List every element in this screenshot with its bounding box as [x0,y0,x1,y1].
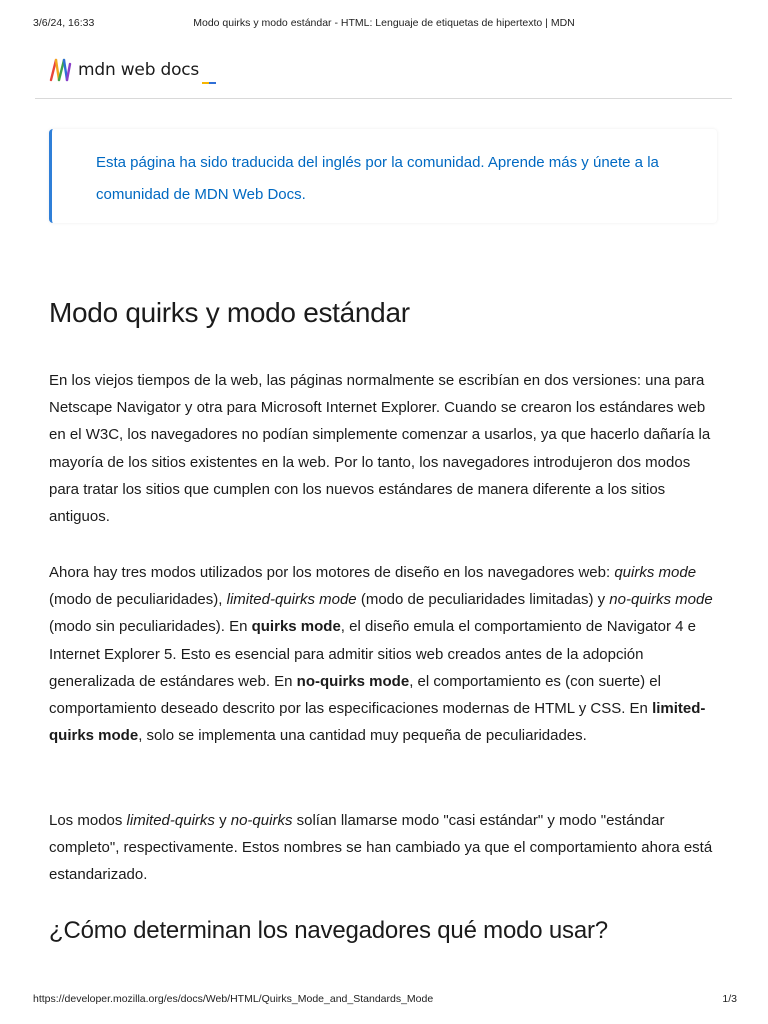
bold-quirks-mode: quirks mode [251,618,341,636]
bold-limited-quirks-mode: limited-quirks mode [49,700,706,745]
mdn-wordmark: mdn web docs [78,60,199,80]
print-url: https://developer.mozilla.org/es/docs/Web/HTML/Quirks_Mode_and_Standards_Mode [33,993,434,1005]
translation-notice [49,129,717,223]
mdn-m-logo-icon [49,58,72,82]
print-header [0,17,768,31]
article-paragraph-2: Ahora hay tres modos utilizados por los motores de diseño en los navegadores web: quirks mode (modo de peculiaridades), limited-quirks mode (modo de peculiaridades limitadas) y no-quirks mode (modo sin peculiaridades). En quirks mode, el diseño emula el comportamiento de Navigator 4 e Internet Explorer 5. Esto es esencial para admitir sitios web creados antes de la adopción generalizada de estándares web. En no-quirks mode, el comportamiento es (con suerte) el comportamiento deseado descrito por las especificaciones modernas de HTML y CSS. En limited-quirks mode, solo se implementa una cantidad muy pequeña de peculiaridades. [49,564,713,745]
term-no-quirks-mode: no-quirks mode [609,591,713,609]
term-limited-quirks: limited-quirks [126,812,215,829]
article-paragraph-3: Los modos limited-quirks y no-quirks solían llamarse modo "casi estándar" y modo "estándar completo", respectivamente. Estos nombres se han cambiado ya que el comportamiento ahora está estandarizado. [49,812,713,884]
bold-no-quirks-mode: no-quirks mode [296,672,410,690]
print-page-number: 1/3 [722,993,737,1005]
page-title: Modo quirks y modo estándar [49,297,410,328]
term-quirks-mode: quirks mode [614,564,697,581]
header-divider [35,98,732,99]
section-heading: ¿Cómo determinan los navegadores qué modo usar? [49,917,608,944]
print-page-title: Modo quirks y modo estándar - HTML: Lenguaje de etiquetas de hipertexto | MDN [193,17,575,29]
translation-notice-link[interactable]: Esta página ha sido traducida del inglés por la comunidad. Aprende más y únete a la comunidad de MDN Web Docs. [96,154,659,203]
mdn-logo-link[interactable] [49,57,199,83]
wordmark-cursor [202,82,216,84]
print-datetime: 3/6/24, 16:33 [33,17,95,29]
term-limited-quirks-mode: limited-quirks mode [226,591,357,609]
article-paragraph-1: En los viejos tiempos de la web, las páginas normalmente se escribían en dos versiones: una para Netscape Navigator y otra para Microsoft Internet Explorer. Cuando se crearon los estándares web en el W3C, los navegadores no podían simplemente comenzar a usarlos, ya que hacerlo dañaría la mayoría de los sitios existentes en la web. Por lo tanto, los navegadores introdujeron dos modos para tratar los sitios que cumplen con los nuevos estándares de manera diferente a los sitios antiguos. [49,372,711,526]
term-no-quirks: no-quirks [230,812,293,829]
print-footer [0,993,768,1007]
